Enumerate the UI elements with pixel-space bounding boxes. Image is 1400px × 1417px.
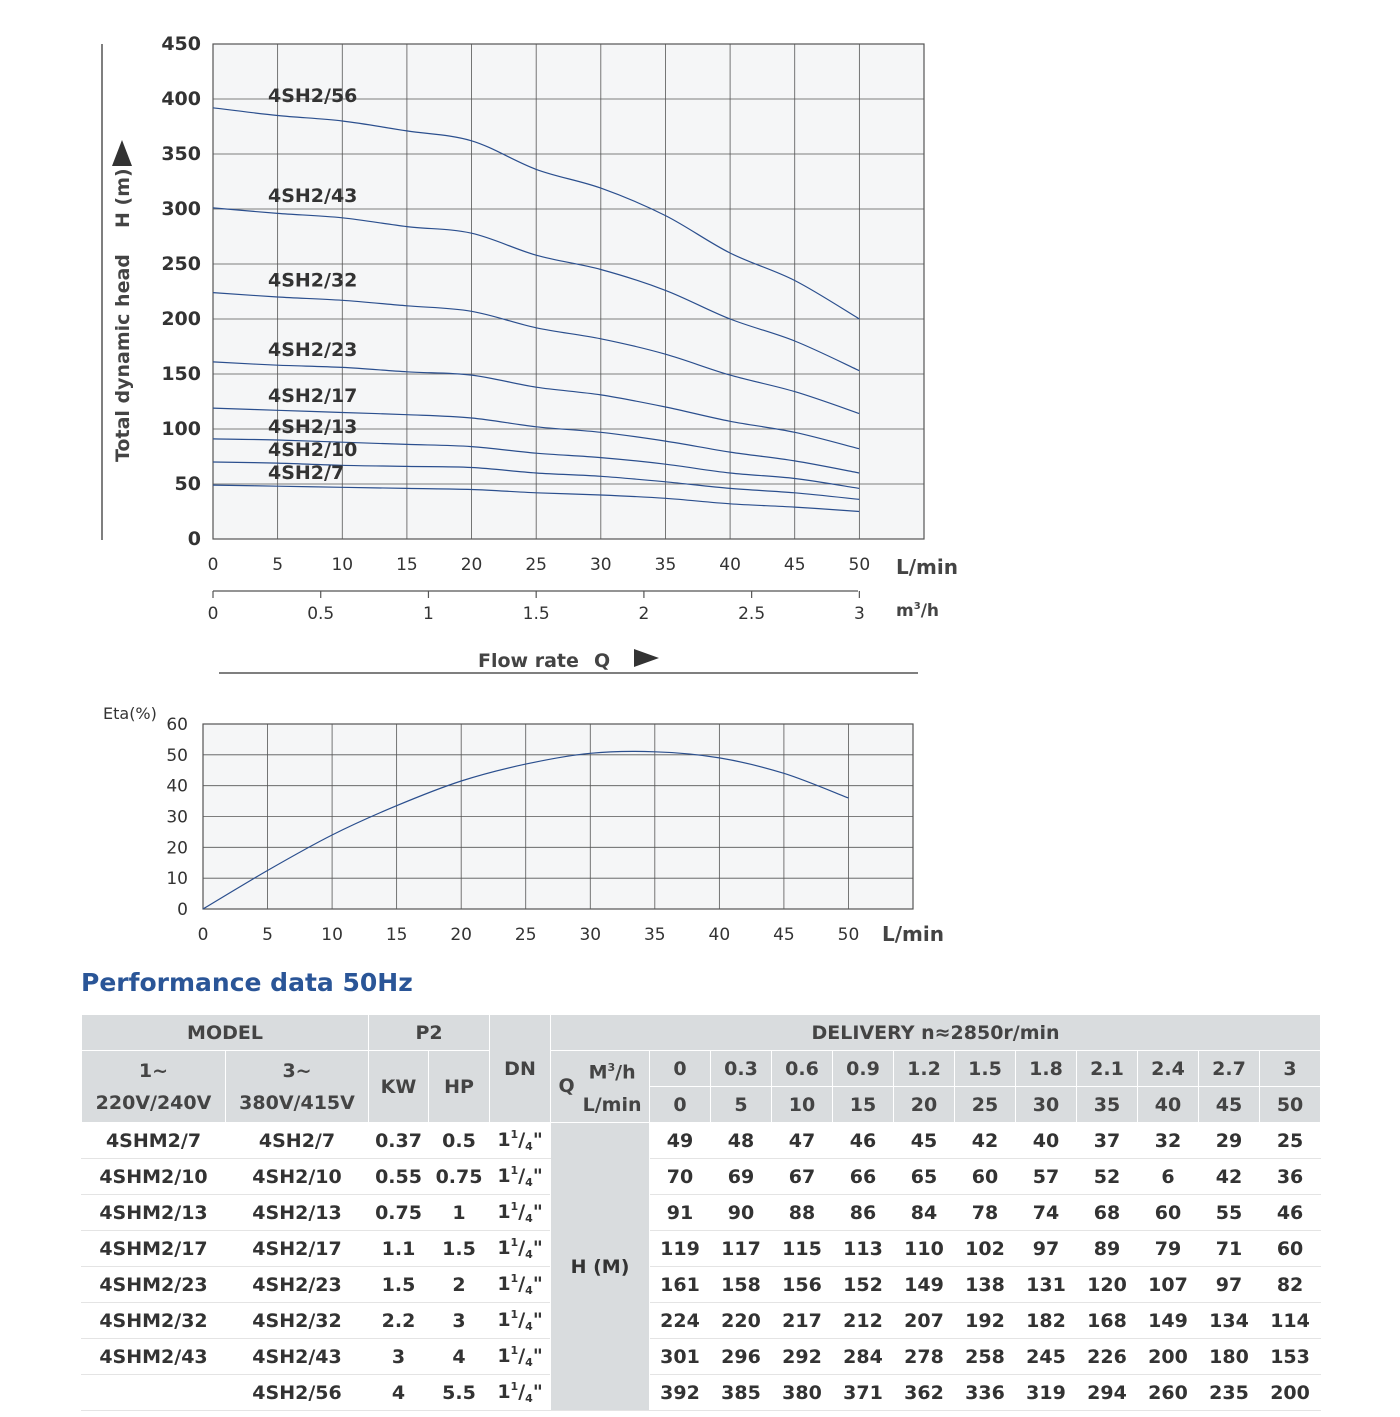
head-value: 260 [1138, 1375, 1199, 1411]
model-three-phase: 4SH2/56 [226, 1375, 369, 1411]
head-value: 47 [772, 1123, 833, 1159]
lmin-value: 50 [1260, 1087, 1321, 1123]
head-value: 68 [1077, 1195, 1138, 1231]
series-label: 4SH2/43 [268, 184, 358, 207]
model-single-phase: 4SHM2/13 [82, 1195, 226, 1231]
kw-value: 1.1 [369, 1231, 429, 1267]
x2-tick-label: 2.5 [738, 604, 766, 624]
head-x-tick-label: 35 [654, 555, 677, 575]
m3h-value: 0.9 [833, 1051, 894, 1087]
eta-x-tick-label: 40 [708, 925, 731, 945]
m3h-value: 2.4 [1138, 1051, 1199, 1087]
x-axis-symbol: Q [594, 650, 611, 672]
model-three-phase: 4SH2/13 [226, 1195, 369, 1231]
eta-y-tick-label: 30 [166, 807, 188, 828]
head-value: 42 [1199, 1159, 1260, 1195]
head-value: 91 [650, 1195, 711, 1231]
head-value: 102 [955, 1231, 1016, 1267]
head-value: 32 [1138, 1123, 1199, 1159]
dn-value: $1^1/_4$" [490, 1123, 551, 1159]
head-value: 82 [1260, 1267, 1321, 1303]
lmin-unit: L/min [582, 1093, 642, 1116]
head-value: 37 [1077, 1123, 1138, 1159]
head-x-tick-label: 50 [848, 555, 871, 575]
head-value: 60 [955, 1159, 1016, 1195]
table-row [82, 1159, 1321, 1195]
head-unit-label: H (M) [551, 1123, 650, 1411]
head-value: 371 [833, 1375, 894, 1411]
dn-value: $1^1/_4$" [490, 1303, 551, 1339]
m3h-value: 2.1 [1077, 1051, 1138, 1087]
head-x-tick-label: 20 [460, 555, 483, 575]
head-y-tick-label: 50 [174, 473, 201, 495]
x2-tick-label: 2 [638, 604, 650, 624]
dn-value: $1^1/_4$" [490, 1339, 551, 1375]
head-y-tick-label: 300 [161, 198, 201, 220]
head-value: 200 [1260, 1375, 1321, 1411]
x2-axis-unit: $m^3/h$ [896, 601, 939, 621]
eta-x-tick-label: 0 [197, 925, 209, 945]
head-value: 120 [1077, 1267, 1138, 1303]
head-value: 114 [1260, 1303, 1321, 1339]
kw-value: 4 [369, 1375, 429, 1411]
single-phase-header [82, 1051, 226, 1123]
lmin-value: 30 [1016, 1087, 1077, 1123]
lmin-value: 45 [1199, 1087, 1260, 1123]
head-value: 119 [650, 1231, 711, 1267]
head-value: 115 [772, 1231, 833, 1267]
eta-x-tick-label: 25 [514, 925, 537, 945]
head-value: 134 [1199, 1303, 1260, 1339]
head-value: 212 [833, 1303, 894, 1339]
model-single-phase: 4SHM2/23 [82, 1267, 226, 1303]
head-value: 226 [1077, 1339, 1138, 1375]
dn-header: DN [490, 1015, 551, 1123]
model-single-phase: 4SHM2/32 [82, 1303, 226, 1339]
eta-y-tick-label: 50 [166, 745, 188, 766]
dn-value: $1^1/_4$" [490, 1375, 551, 1411]
performance-table [81, 1014, 1321, 1411]
dn-value: $1^1/_4$" [490, 1159, 551, 1195]
head-value: 60 [1260, 1231, 1321, 1267]
lmin-value: 25 [955, 1087, 1016, 1123]
eta-x-tick-label: 15 [385, 925, 408, 945]
head-value: 97 [1016, 1231, 1077, 1267]
head-value: 45 [894, 1123, 955, 1159]
header-row-1 [82, 1015, 1321, 1051]
head-value: 97 [1199, 1267, 1260, 1303]
x2-tick-label: 3 [853, 604, 865, 624]
hp-value: 5.5 [429, 1375, 490, 1411]
head-value: 48 [711, 1123, 772, 1159]
eta-y-tick-label: 60 [166, 715, 188, 735]
head-value: 52 [1077, 1159, 1138, 1195]
head-value: 29 [1199, 1123, 1260, 1159]
m3h-value: 3 [1260, 1051, 1321, 1087]
model-three-phase: 4SH2/7 [226, 1123, 369, 1159]
head-value: 284 [833, 1339, 894, 1375]
head-x-tick-label: 40 [719, 555, 741, 575]
eta-x-axis-unit: L/min [882, 922, 944, 946]
head-value: 235 [1199, 1375, 1260, 1411]
delivery-header: DELIVERY n≈2850r/min [551, 1015, 1321, 1051]
eta-x-tick-label: 5 [262, 925, 273, 945]
lmin-value: 10 [772, 1087, 833, 1123]
head-value: 110 [894, 1231, 955, 1267]
head-value: 113 [833, 1231, 894, 1267]
head-value: 392 [650, 1375, 711, 1411]
m3h-value: 0.6 [772, 1051, 833, 1087]
head-y-tick-label: 450 [161, 33, 201, 55]
head-value: 149 [1138, 1303, 1199, 1339]
head-value: 245 [1016, 1339, 1077, 1375]
lmin-value: 15 [833, 1087, 894, 1123]
head-value: 67 [772, 1159, 833, 1195]
head-value: 6 [1138, 1159, 1199, 1195]
model-header: MODEL [82, 1015, 369, 1051]
head-value: 66 [833, 1159, 894, 1195]
eta-y-tick-label: 10 [166, 869, 188, 890]
head-value: 161 [650, 1267, 711, 1303]
series-label: 4SH2/13 [268, 415, 358, 438]
head-value: 70 [650, 1159, 711, 1195]
head-value: 192 [955, 1303, 1016, 1339]
series-label: 4SH2/56 [268, 84, 358, 107]
model-three-phase: 4SH2/43 [226, 1339, 369, 1375]
eta-x-tick-label: 45 [773, 925, 795, 945]
head-x-tick-label: 15 [396, 555, 418, 575]
head-value: 74 [1016, 1195, 1077, 1231]
head-value: 78 [955, 1195, 1016, 1231]
head-value: 60 [1138, 1195, 1199, 1231]
head-value: 89 [1077, 1231, 1138, 1267]
eta-y-tick-label: 20 [166, 838, 188, 859]
section-title: Performance data 50Hz [81, 968, 413, 997]
x-axis-title: Flow rate [478, 650, 579, 672]
head-value: 180 [1199, 1339, 1260, 1375]
head-value: 131 [1016, 1267, 1077, 1303]
head-value: 385 [711, 1375, 772, 1411]
hp-value: 2 [429, 1267, 490, 1303]
head-y-tick-label: 100 [161, 418, 201, 440]
table-row [82, 1375, 1321, 1411]
hp-value: 1 [429, 1195, 490, 1231]
x-axis-arrow-icon [634, 649, 659, 667]
model-three-phase: 4SH2/17 [226, 1231, 369, 1267]
head-value: 336 [955, 1375, 1016, 1411]
head-curve-chart [0, 0, 1000, 690]
head-value: 258 [955, 1339, 1016, 1375]
y-axis-arrow-icon [112, 140, 132, 166]
head-value: 292 [772, 1339, 833, 1375]
hp-value: 4 [429, 1339, 490, 1375]
head-value: 207 [894, 1303, 955, 1339]
head-value: 49 [650, 1123, 711, 1159]
m3h-value: 0.3 [711, 1051, 772, 1087]
head-value: 156 [772, 1267, 833, 1303]
eta-y-tick-label: 0 [177, 900, 188, 920]
head-value: 107 [1138, 1267, 1199, 1303]
head-value: 224 [650, 1303, 711, 1339]
eta-x-tick-label: 20 [450, 925, 473, 945]
model-single-phase: 4SHM2/7 [82, 1123, 226, 1159]
q-symbol: Q [558, 1075, 575, 1098]
m3h-value: 2.7 [1199, 1051, 1260, 1087]
head-value: 117 [711, 1231, 772, 1267]
dn-value: $1^1/_4$" [490, 1267, 551, 1303]
head-value: 278 [894, 1339, 955, 1375]
table-row [82, 1267, 1321, 1303]
x2-tick-label: 0.5 [307, 604, 335, 624]
table-row [82, 1339, 1321, 1375]
eta-y-tick-label: 40 [166, 776, 188, 797]
dn-value: $1^1/_4$" [490, 1195, 551, 1231]
model-three-phase: 4SH2/10 [226, 1159, 369, 1195]
head-value: 90 [711, 1195, 772, 1231]
lmin-value: 35 [1077, 1087, 1138, 1123]
head-value: 57 [1016, 1159, 1077, 1195]
single-phase-top: 1~ [138, 1059, 169, 1082]
head-value: 65 [894, 1159, 955, 1195]
hp-value: 3 [429, 1303, 490, 1339]
head-value: 200 [1138, 1339, 1199, 1375]
hp-header: HP [429, 1051, 490, 1123]
head-value: 25 [1260, 1123, 1321, 1159]
lmin-value: 0 [650, 1087, 711, 1123]
head-value: 138 [955, 1267, 1016, 1303]
head-x-tick-label: 10 [331, 555, 354, 575]
kw-value: 0.55 [369, 1159, 429, 1195]
table-row [82, 1303, 1321, 1339]
head-value: 380 [772, 1375, 833, 1411]
model-single-phase: 4SHM2/17 [82, 1231, 226, 1267]
eta-x-tick-label: 50 [837, 925, 860, 945]
head-value: 168 [1077, 1303, 1138, 1339]
head-value: 301 [650, 1339, 711, 1375]
head-y-tick-label: 250 [161, 253, 201, 275]
model-single-phase: 4SHM2/43 [82, 1339, 226, 1375]
head-value: 319 [1016, 1375, 1077, 1411]
x2-tick-label: 1 [423, 604, 434, 624]
head-value: 153 [1260, 1339, 1321, 1375]
hp-value: 0.5 [429, 1123, 490, 1159]
eta-axis-title: Eta(%) [103, 704, 157, 723]
head-value: 69 [711, 1159, 772, 1195]
head-value: 152 [833, 1267, 894, 1303]
single-phase-bottom: 220V/240V [95, 1091, 212, 1114]
y-axis-title: Total dynamic head [112, 254, 134, 462]
head-value: 79 [1138, 1231, 1199, 1267]
head-value: 182 [1016, 1303, 1077, 1339]
head-value: 217 [772, 1303, 833, 1339]
kw-value: 1.5 [369, 1267, 429, 1303]
head-value: 158 [711, 1267, 772, 1303]
dn-value: $1^1/_4$" [490, 1231, 551, 1267]
head-value: 46 [1260, 1195, 1321, 1231]
head-x-tick-label: 30 [589, 555, 612, 575]
lmin-value: 5 [711, 1087, 772, 1123]
head-value: 88 [772, 1195, 833, 1231]
three-phase-bottom: 380V/415V [239, 1091, 355, 1114]
hp-value: 1.5 [429, 1231, 490, 1267]
head-x-tick-label: 0 [207, 555, 219, 575]
head-value: 220 [711, 1303, 772, 1339]
series-label: 4SH2/7 [268, 462, 345, 485]
table-row [82, 1195, 1321, 1231]
hp-value: 0.75 [429, 1159, 490, 1195]
head-value: 84 [894, 1195, 955, 1231]
kw-value: 0.37 [369, 1123, 429, 1159]
head-y-tick-label: 400 [161, 88, 201, 110]
model-single-phase [82, 1375, 226, 1411]
kw-header: KW [369, 1051, 429, 1123]
head-x-tick-label: 25 [525, 555, 548, 575]
y-axis-unit: H (m) [112, 168, 134, 228]
head-value: 46 [833, 1123, 894, 1159]
lmin-value: 40 [1138, 1087, 1199, 1123]
p2-header: P2 [369, 1015, 490, 1051]
head-value: 294 [1077, 1375, 1138, 1411]
series-label: 4SH2/10 [268, 439, 358, 461]
head-y-tick-label: 200 [161, 308, 201, 330]
x2-tick-label: 0 [207, 604, 219, 624]
head-y-tick-label: 0 [187, 528, 201, 550]
series-label: 4SH2/32 [268, 269, 358, 292]
eta-x-tick-label: 30 [579, 925, 602, 945]
header-row-2 [82, 1051, 1321, 1087]
m3h-value: 1.8 [1016, 1051, 1077, 1087]
head-value: 71 [1199, 1231, 1260, 1267]
head-value: 55 [1199, 1195, 1260, 1231]
m3h-value: 0 [650, 1051, 711, 1087]
head-value: 36 [1260, 1159, 1321, 1195]
head-y-tick-label: 350 [161, 143, 201, 165]
lmin-value: 20 [894, 1087, 955, 1123]
head-x-tick-label: 45 [783, 555, 806, 575]
eta-x-tick-label: 35 [643, 925, 666, 945]
x2-tick-label: 1.5 [522, 604, 550, 624]
head-value: 42 [955, 1123, 1016, 1159]
m3h-value: 1.2 [894, 1051, 955, 1087]
x-axis-unit-lmin: L/min [896, 555, 958, 579]
eta-x-tick-label: 10 [321, 925, 343, 945]
table-row [82, 1231, 1321, 1267]
head-value: 40 [1016, 1123, 1077, 1159]
head-value: 296 [711, 1339, 772, 1375]
table-row [82, 1123, 1321, 1159]
head-x-tick-label: 5 [272, 555, 284, 575]
kw-value: 0.75 [369, 1195, 429, 1231]
m3h-value: 1.5 [955, 1051, 1016, 1087]
model-three-phase: 4SH2/32 [226, 1303, 369, 1339]
head-y-tick-label: 150 [161, 363, 201, 385]
head-value: 362 [894, 1375, 955, 1411]
series-label: 4SH2/23 [268, 338, 358, 361]
kw-value: 3 [369, 1339, 429, 1375]
three-phase-top: 3~ [282, 1059, 312, 1082]
model-three-phase: 4SH2/23 [226, 1267, 369, 1303]
m3h-unit: $M^3/h$ [588, 1061, 636, 1084]
series-label: 4SH2/17 [268, 385, 358, 408]
efficiency-curve-chart [0, 690, 1000, 950]
head-value: 149 [894, 1267, 955, 1303]
model-single-phase: 4SHM2/10 [82, 1159, 226, 1195]
q-header [551, 1051, 650, 1123]
head-value: 86 [833, 1195, 894, 1231]
kw-value: 2.2 [369, 1303, 429, 1339]
three-phase-header [226, 1051, 369, 1123]
